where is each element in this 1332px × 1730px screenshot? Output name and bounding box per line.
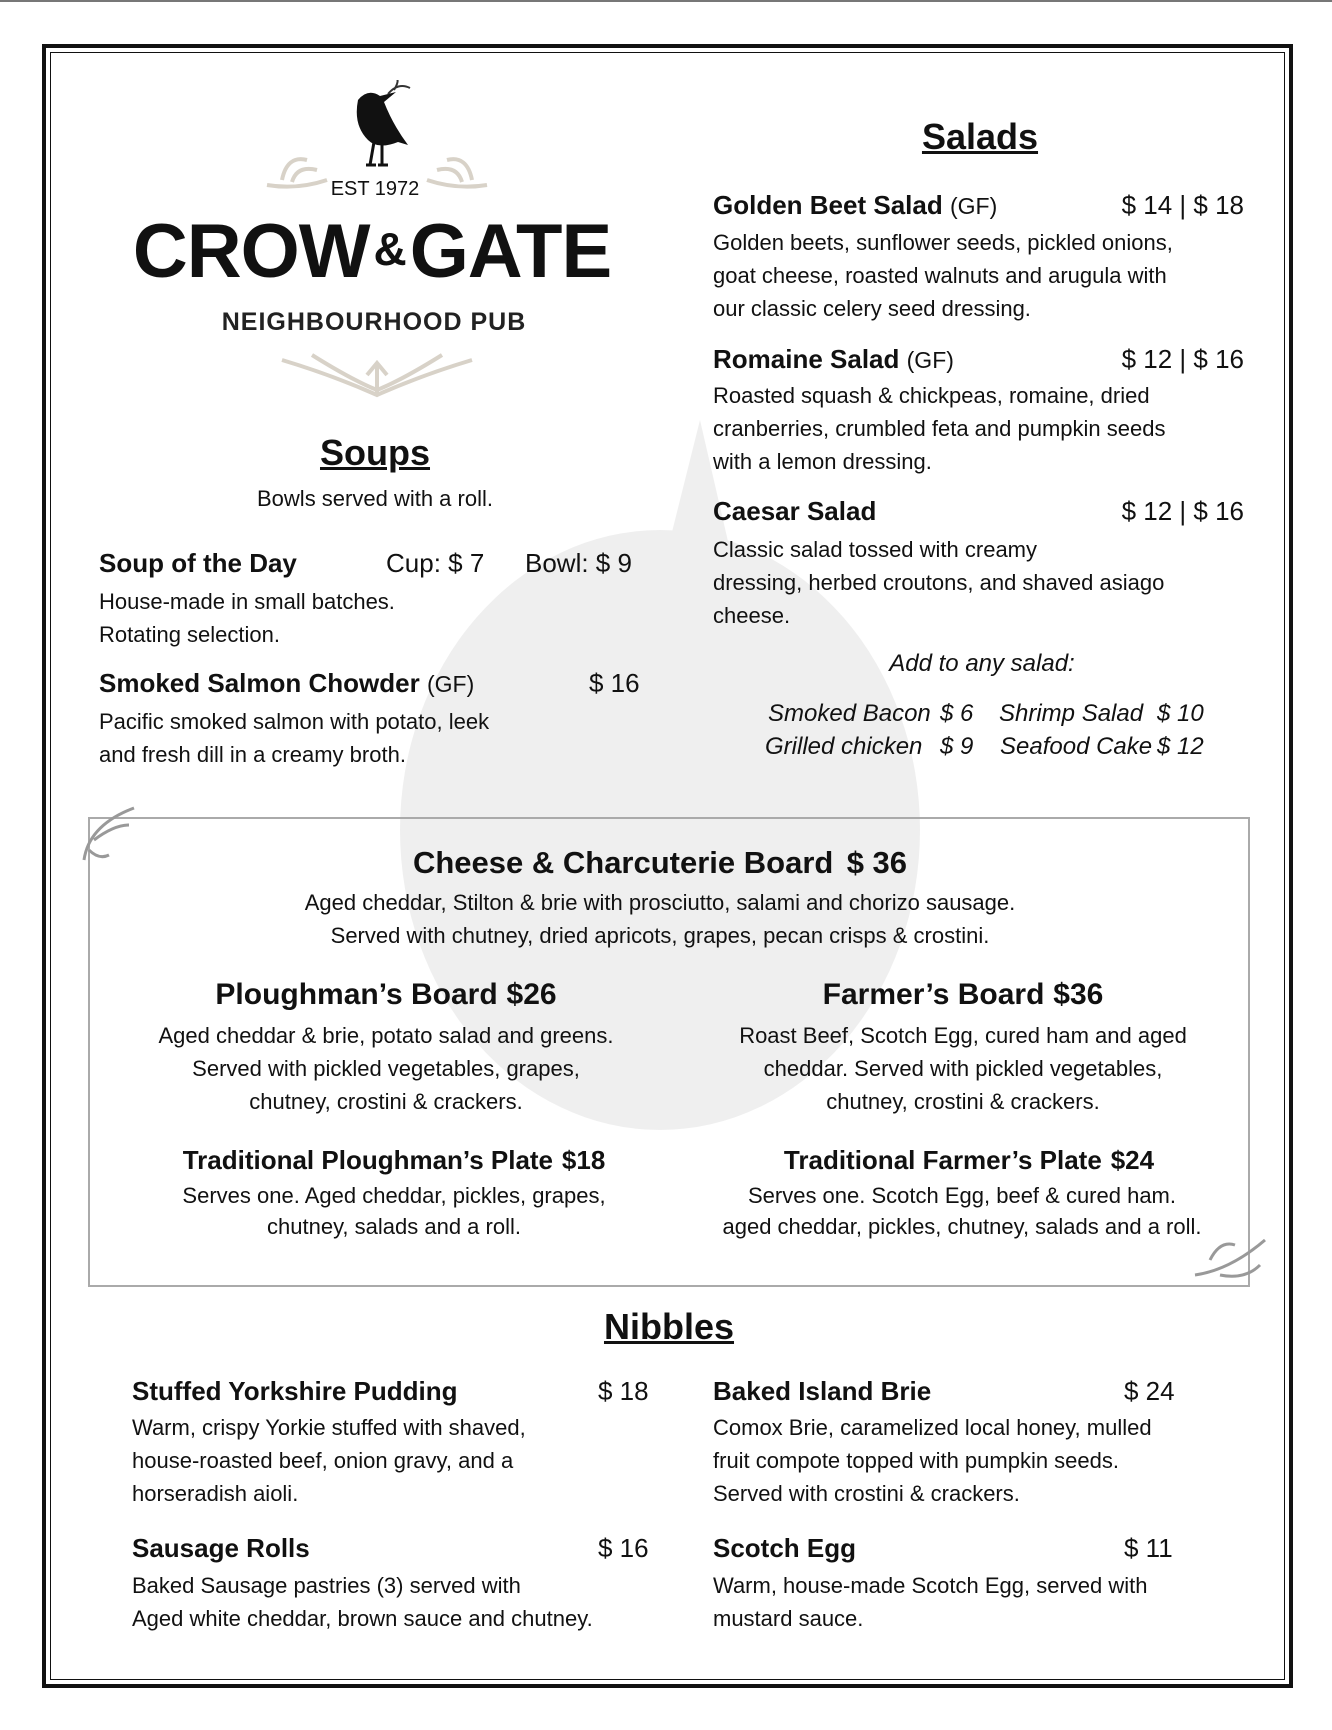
desc-line: chutney, crostini & crackers. [826,1089,1100,1114]
desc-line: cheese. [713,603,791,628]
farmer-board-title [823,978,1104,1012]
desc-line: goat cheese, roasted walnuts and arugula with [713,263,1167,288]
soups-heading: Soups [319,432,431,473]
salad-item-desc [713,533,1164,632]
nibble-item-name: Baked Island Brie [713,1376,932,1406]
nibble-item-price: $ 24 [1124,1376,1175,1406]
desc-line: fruit compote topped with pumpkin seeds. [713,1448,1120,1473]
nibble-item-desc [713,1569,1147,1635]
desc-line: Comox Brie, caramelized local honey, mulled [713,1415,1152,1440]
addon-name: Shrimp Salad [999,700,1144,727]
crow-logo-icon [338,80,424,180]
salad-item-desc [713,379,1165,478]
salad-item-price: $ 14 | $ 18 [1121,190,1244,220]
soup-bowl-price: Bowl: $ 9 [525,548,632,578]
desc-line: mustard sauce. [713,1606,864,1631]
ornament-bottom-icon [272,345,482,405]
logo-name-left: CROW [132,209,370,294]
desc-line: Classic salad tossed with creamy [713,537,1038,562]
farmer-board-desc [739,1019,1187,1118]
item-name: Golden Beet Salad [713,190,943,220]
nibble-item-name: Scotch Egg [713,1533,857,1563]
salad-item-price: $ 12 | $ 16 [1121,344,1244,374]
soup-cup-price: Cup: $ 7 [386,548,485,578]
ornament-left-icon [262,150,332,195]
desc-line: Served with pickled vegetables, grapes, [192,1056,580,1081]
soup-item-name: Soup of the Day [99,548,297,578]
trad-ploughman-desc [182,1180,605,1242]
leaf-ornament-icon [1190,1230,1270,1290]
nibble-item-price: $ 18 [598,1376,649,1406]
desc-line: Serves one. Aged cheddar, pickles, grapes, [182,1183,606,1208]
nibble-item-desc [132,1411,526,1510]
item-price: $18 [561,1145,606,1175]
salad-item-price: $ 12 | $ 16 [1121,496,1244,526]
leaf-ornament-icon [74,800,144,870]
item-name: Cheese & Charcuterie Board [412,845,834,880]
nibble-item-name: Sausage Rolls [132,1533,310,1563]
desc-line: Warm, house-made Scotch Egg, served with [713,1573,1148,1598]
salad-item-name [713,190,997,221]
item-price: $26 [506,978,557,1011]
desc-line: Roast Beef, Scotch Egg, cured ham and aged [739,1023,1187,1048]
desc-line: House-made in small batches. [99,589,395,614]
desc-line: and fresh dill in a creamy broth. [99,742,406,767]
desc-line: cheddar. Served with pickled vegetables, [763,1056,1163,1081]
ploughman-board-title [215,978,556,1012]
salad-item-name: Caesar Salad [713,496,877,526]
soup-item-name [99,668,474,699]
logo-name [133,208,611,295]
item-tag: (GF) [949,193,998,219]
soup-item-price: $ 16 [589,668,640,698]
item-price: $ 36 [846,845,908,880]
nibble-item-desc [132,1569,593,1635]
nibbles-heading: Nibbles [603,1306,735,1347]
logo-est: EST 1972 [330,178,420,200]
item-price: $24 [1110,1145,1155,1175]
salads-heading: Salads [921,116,1039,157]
item-name: Traditional Ploughman’s Plate [182,1145,554,1175]
logo-ampersand: & [373,223,406,275]
desc-line: our classic celery seed dressing. [713,296,1031,321]
desc-line: Served with crostini & crackers. [713,1481,1020,1506]
addon-price: $ 10 [1157,700,1204,727]
trad-farmer-title [784,1145,1154,1176]
desc-line: dressing, herbed croutons, and shaved asiago [713,570,1165,595]
item-name: Traditional Farmer’s Plate [783,1145,1102,1175]
item-tag: (GF) [426,671,475,697]
salad-item-desc [713,226,1173,325]
nibble-item-price: $ 16 [598,1533,649,1563]
top-rule [0,0,1332,2]
salad-item-name [713,344,954,375]
desc-line: Roasted squash & chickpeas, romaine, dried [713,383,1150,408]
desc-line: cranberries, crumbled feta and pumpkin seeds [713,416,1166,441]
soup-item-desc [99,705,489,771]
item-name: Romaine Salad [713,344,900,374]
addon-price: $ 6 [940,700,974,727]
ornament-right-icon [422,150,492,195]
nibble-item-price: $ 11 [1124,1533,1173,1563]
desc-line: Rotating selection. [99,622,280,647]
soups-note: Bowls served with a roll. [257,486,493,511]
desc-line: Baked Sausage pastries (3) served with [132,1573,521,1598]
item-name: Ploughman’s Board [215,978,498,1011]
desc-line: Pacific smoked salmon with potato, leek [99,709,490,734]
desc-line: Serves one. Scotch Egg, beef & cured ham. [747,1183,1177,1208]
addon-name: Seafood Cake [1000,733,1153,760]
desc-line: chutney, salads and a roll. [267,1214,521,1239]
item-name: Farmer’s Board [822,978,1045,1011]
desc-line: Served with chutney, dried apricots, grapes, pecan crisps & crostini. [330,923,990,948]
item-tag: (GF) [906,347,954,373]
ploughman-board-desc [159,1019,614,1118]
cheese-board-title [413,845,907,881]
desc-line: Aged cheddar, Stilton & brie with prosciutto, salami and chorizo sausage. [304,890,1016,915]
desc-line: Warm, crispy Yorkie stuffed with shaved, [132,1415,526,1440]
desc-line: horseradish aioli. [132,1481,299,1506]
addon-price: $ 12 [1157,733,1204,760]
desc-line: house-roasted beef, onion gravy, and a [132,1448,514,1473]
nibble-item-name: Stuffed Yorkshire Pudding [132,1376,458,1406]
soup-item-desc [99,585,395,651]
cheese-board-desc [305,886,1016,952]
trad-ploughman-title [183,1145,606,1176]
desc-line: Aged cheddar & brie, potato salad and greens. [158,1023,614,1048]
desc-line: Aged white cheddar, brown sauce and chutney. [132,1606,593,1631]
desc-line: with a lemon dressing. [713,449,932,474]
desc-line: chutney, crostini & crackers. [249,1089,523,1114]
item-price: $36 [1053,978,1104,1011]
trad-farmer-desc [722,1180,1201,1242]
logo-subtitle: NEIGHBOURHOOD PUB [221,308,527,336]
addon-name: Smoked Bacon [768,700,931,727]
addon-name: Grilled chicken [765,733,923,760]
desc-line: Golden beets, sunflower seeds, pickled onions, [713,230,1173,255]
nibble-item-desc [713,1411,1152,1510]
addons-heading: Add to any salad: [889,650,1075,677]
item-name: Smoked Salmon Chowder [99,668,420,698]
desc-line: aged cheddar, pickles, chutney, salads and a roll. [722,1214,1202,1239]
logo-name-right: GATE [409,209,612,294]
addon-price: $ 9 [940,733,974,760]
